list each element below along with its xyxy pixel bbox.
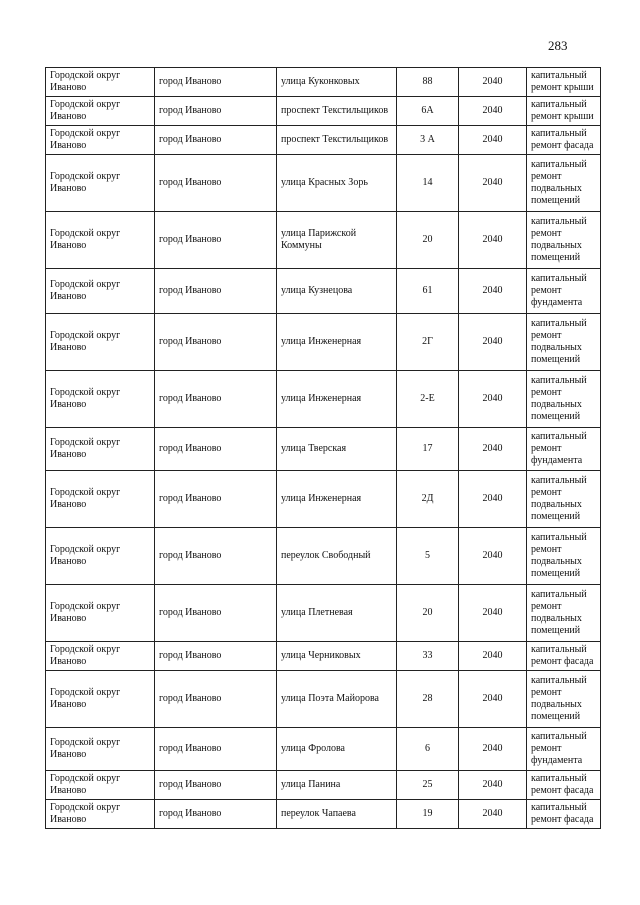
cell-municipal-district: Городской округ Иваново	[46, 585, 155, 642]
cell-work-type: капитальный ремонт подвальных помещений	[527, 314, 601, 371]
table-row	[46, 800, 601, 829]
cell-municipal-district: Городской округ Иваново	[46, 155, 155, 212]
cell-planned-year: 2040	[459, 800, 527, 829]
cell-planned-year: 2040	[459, 471, 527, 528]
cell-settlement: город Иваново	[155, 97, 277, 126]
cell-municipal-district: Городской округ Иваново	[46, 671, 155, 728]
registry-table	[45, 67, 601, 829]
cell-settlement: город Иваново	[155, 314, 277, 371]
cell-settlement: город Иваново	[155, 671, 277, 728]
cell-settlement: город Иваново	[155, 68, 277, 97]
cell-street: проспект Текстильщиков	[277, 97, 397, 126]
cell-street: улица Парижской Коммуны	[277, 212, 397, 269]
cell-street: проспект Текстильщиков	[277, 126, 397, 155]
cell-house-number: 14	[397, 155, 459, 212]
cell-house-number: 5	[397, 528, 459, 585]
cell-municipal-district: Городской округ Иваново	[46, 428, 155, 471]
cell-municipal-district: Городской округ Иваново	[46, 528, 155, 585]
cell-municipal-district: Городской округ Иваново	[46, 800, 155, 829]
cell-municipal-district: Городской округ Иваново	[46, 471, 155, 528]
cell-house-number: 17	[397, 428, 459, 471]
cell-house-number: 61	[397, 269, 459, 314]
cell-house-number: 25	[397, 771, 459, 800]
table-row	[46, 97, 601, 126]
cell-street: переулок Свободный	[277, 528, 397, 585]
cell-settlement: город Иваново	[155, 126, 277, 155]
cell-planned-year: 2040	[459, 269, 527, 314]
table-row	[46, 642, 601, 671]
cell-planned-year: 2040	[459, 771, 527, 800]
cell-work-type: капитальный ремонт крыши	[527, 97, 601, 126]
cell-planned-year: 2040	[459, 314, 527, 371]
cell-street: улица Кузнецова	[277, 269, 397, 314]
cell-house-number: 2Г	[397, 314, 459, 371]
cell-planned-year: 2040	[459, 212, 527, 269]
table-row	[46, 126, 601, 155]
cell-planned-year: 2040	[459, 642, 527, 671]
cell-street: улица Поэта Майорова	[277, 671, 397, 728]
table-row	[46, 671, 601, 728]
cell-house-number: 2Д	[397, 471, 459, 528]
cell-municipal-district: Городской округ Иваново	[46, 269, 155, 314]
table-row	[46, 585, 601, 642]
cell-planned-year: 2040	[459, 97, 527, 126]
cell-settlement: город Иваново	[155, 155, 277, 212]
page-number: 283	[548, 38, 568, 53]
cell-house-number: 28	[397, 671, 459, 728]
cell-settlement: город Иваново	[155, 642, 277, 671]
cell-house-number: 33	[397, 642, 459, 671]
table-row	[46, 728, 601, 771]
cell-planned-year: 2040	[459, 728, 527, 771]
cell-settlement: город Иваново	[155, 428, 277, 471]
cell-house-number: 2-Е	[397, 371, 459, 428]
cell-settlement: город Иваново	[155, 212, 277, 269]
cell-municipal-district: Городской округ Иваново	[46, 642, 155, 671]
table-row	[46, 68, 601, 97]
cell-house-number: 19	[397, 800, 459, 829]
table-row	[46, 471, 601, 528]
table-row	[46, 212, 601, 269]
cell-planned-year: 2040	[459, 528, 527, 585]
table-row	[46, 314, 601, 371]
cell-municipal-district: Городской округ Иваново	[46, 728, 155, 771]
cell-work-type: капитальный ремонт фасада	[527, 126, 601, 155]
cell-settlement: город Иваново	[155, 269, 277, 314]
cell-work-type: капитальный ремонт подвальных помещений	[527, 471, 601, 528]
cell-work-type: капитальный ремонт фундамента	[527, 269, 601, 314]
cell-house-number: 6А	[397, 97, 459, 126]
cell-planned-year: 2040	[459, 68, 527, 97]
cell-municipal-district: Городской округ Иваново	[46, 371, 155, 428]
table-row	[46, 269, 601, 314]
cell-work-type: капитальный ремонт фасада	[527, 771, 601, 800]
cell-street: переулок Чапаева	[277, 800, 397, 829]
cell-municipal-district: Городской округ Иваново	[46, 212, 155, 269]
cell-street: улица Черниковых	[277, 642, 397, 671]
cell-municipal-district: Городской округ Иваново	[46, 68, 155, 97]
cell-planned-year: 2040	[459, 126, 527, 155]
cell-street: улица Фролова	[277, 728, 397, 771]
cell-street: улица Панина	[277, 771, 397, 800]
cell-street: улица Тверская	[277, 428, 397, 471]
cell-work-type: капитальный ремонт фасада	[527, 642, 601, 671]
cell-house-number: 6	[397, 728, 459, 771]
cell-municipal-district: Городской округ Иваново	[46, 771, 155, 800]
cell-planned-year: 2040	[459, 428, 527, 471]
cell-street: улица Куконковых	[277, 68, 397, 97]
table-row	[46, 428, 601, 471]
cell-planned-year: 2040	[459, 155, 527, 212]
registry-table-body	[46, 68, 601, 829]
cell-street: улица Плетневая	[277, 585, 397, 642]
cell-street: улица Инженерная	[277, 314, 397, 371]
cell-settlement: город Иваново	[155, 371, 277, 428]
cell-work-type: капитальный ремонт подвальных помещений	[527, 585, 601, 642]
cell-work-type: капитальный ремонт подвальных помещений	[527, 671, 601, 728]
table-row	[46, 771, 601, 800]
cell-street: улица Инженерная	[277, 471, 397, 528]
cell-settlement: город Иваново	[155, 528, 277, 585]
cell-work-type: капитальный ремонт фундамента	[527, 728, 601, 771]
cell-settlement: город Иваново	[155, 728, 277, 771]
cell-municipal-district: Городской округ Иваново	[46, 97, 155, 126]
cell-settlement: город Иваново	[155, 800, 277, 829]
cell-planned-year: 2040	[459, 371, 527, 428]
cell-street: улица Красных Зорь	[277, 155, 397, 212]
cell-settlement: город Иваново	[155, 771, 277, 800]
cell-municipal-district: Городской округ Иваново	[46, 314, 155, 371]
table-row	[46, 371, 601, 428]
cell-planned-year: 2040	[459, 585, 527, 642]
cell-work-type: капитальный ремонт подвальных помещений	[527, 212, 601, 269]
cell-municipal-district: Городской округ Иваново	[46, 126, 155, 155]
cell-work-type: капитальный ремонт подвальных помещений	[527, 371, 601, 428]
table-row	[46, 528, 601, 585]
cell-work-type: капитальный ремонт фундамента	[527, 428, 601, 471]
cell-house-number: 20	[397, 212, 459, 269]
cell-house-number: 88	[397, 68, 459, 97]
table-row	[46, 155, 601, 212]
cell-house-number: 3 А	[397, 126, 459, 155]
cell-house-number: 20	[397, 585, 459, 642]
cell-planned-year: 2040	[459, 671, 527, 728]
cell-work-type: капитальный ремонт фасада	[527, 800, 601, 829]
cell-street: улица Инженерная	[277, 371, 397, 428]
cell-work-type: капитальный ремонт крыши	[527, 68, 601, 97]
cell-settlement: город Иваново	[155, 471, 277, 528]
cell-work-type: капитальный ремонт подвальных помещений	[527, 155, 601, 212]
cell-work-type: капитальный ремонт подвальных помещений	[527, 528, 601, 585]
cell-settlement: город Иваново	[155, 585, 277, 642]
